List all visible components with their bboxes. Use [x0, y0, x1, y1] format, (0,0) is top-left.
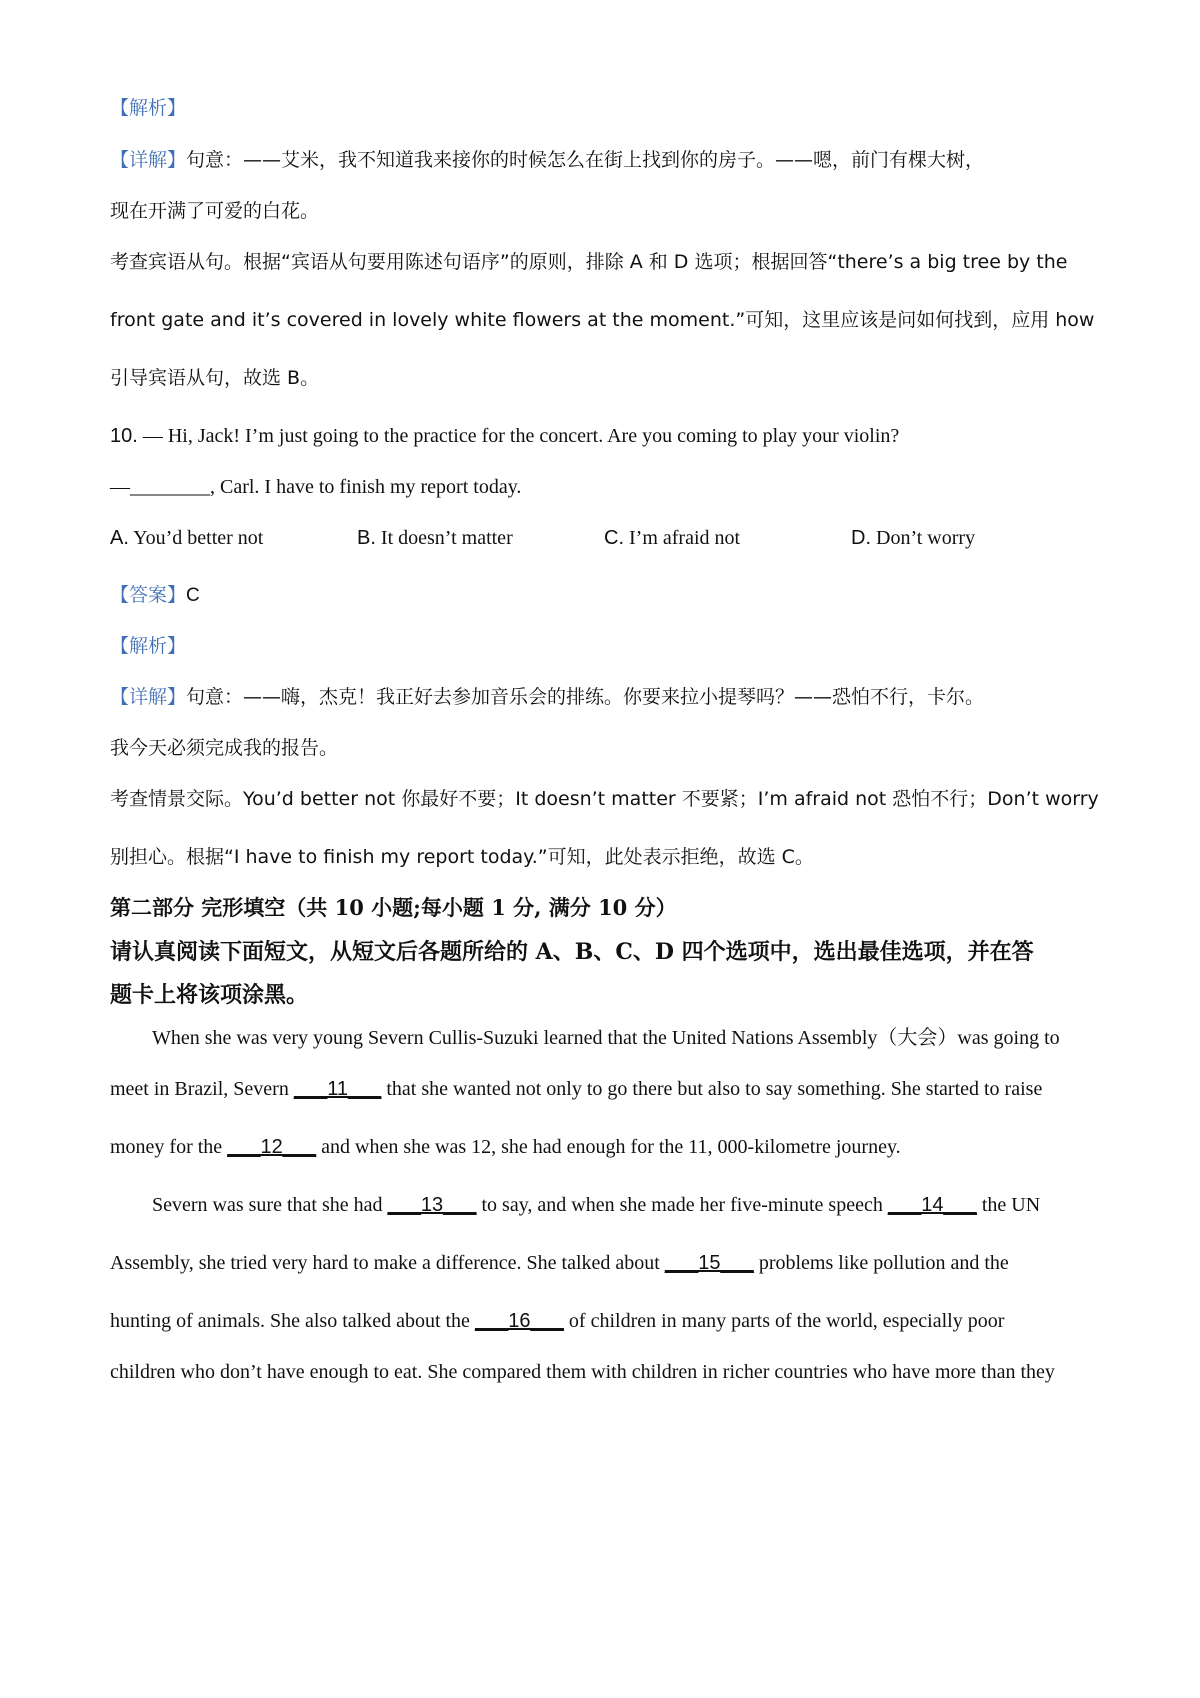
answer-value: C — [186, 585, 200, 606]
analysis-line-1: 考查宾语从句。根据“宾语从句要用陈述句语序”的原则，排除 A 和 D 选项；根据回答“there’s a big tree by the — [110, 251, 1068, 273]
option-text: Don’t worry — [876, 527, 976, 549]
passage-p2-line-4: children who don’t have enough to eat. She compared them with children in richer countries who have more than they — [110, 1361, 1055, 1383]
passage-p1-line-2 — [110, 1076, 1100, 1102]
detail-tag: 【详解】 — [110, 149, 187, 171]
answer-line — [110, 582, 1100, 609]
option-text: It doesn’t matter — [380, 527, 513, 549]
option-c — [604, 525, 740, 551]
option-letter: D. — [851, 527, 871, 549]
question-10-reply: —________, Carl. I have to finish my report today. — [110, 476, 522, 498]
detail-tag-2: 【详解】 — [110, 686, 187, 708]
passage-p1-line-3 — [110, 1134, 1100, 1160]
passage-p2-line-1 — [152, 1192, 1100, 1218]
passage-p2-line-3 — [110, 1308, 1100, 1334]
option-d — [851, 525, 975, 551]
blank-12: ___12___ — [227, 1136, 317, 1158]
part2-title: 第二部分 完形填空（共 10 小题;每小题 1 分, 满分 10 分） — [110, 895, 677, 920]
question-10-stem — [110, 423, 1100, 449]
blank-11: ___11___ — [293, 1078, 382, 1100]
question-number: 10. — [110, 425, 138, 447]
option-letter: B. — [357, 527, 376, 549]
blank-13: ___13___ — [387, 1194, 477, 1216]
jiexi-tag-2: 【解析】 — [110, 635, 187, 657]
answer-tag: 【答案】 — [110, 584, 187, 606]
detail-line-q10-1 — [110, 684, 1100, 710]
passage-p2-line-2 — [110, 1250, 1100, 1276]
option-a — [110, 525, 263, 551]
analysis-q10-line-2: 别担心。根据“I have to finish my report today.”可知，此处表示拒绝，故选 C。 — [110, 846, 814, 868]
detail-line-1 — [110, 147, 1100, 173]
passage-text: Assembly, she tried very hard to make a difference. She talked about — [110, 1252, 665, 1274]
jiexi-tag: 【解析】 — [110, 97, 187, 119]
option-text: I’m afraid not — [629, 527, 741, 549]
option-letter: C. — [604, 527, 624, 549]
passage-text: the UN — [976, 1194, 1041, 1216]
part2-instruction-2: 题卡上将该项涂黑。 — [110, 982, 309, 1008]
analysis-q10-line-1: 考查情景交际。You’d better not 你最好不要；It doesn’t matter 不要紧；I’m afraid not 恐怕不行；Don’t worry — [110, 788, 1099, 810]
analysis-line-2: front gate and it’s covered in lovely white flowers at the moment.”可知，这里应该是问如何找到，应用 how — [110, 309, 1095, 331]
passage-text: money for the — [110, 1136, 228, 1158]
passage-text: of children in many parts of the world, especially poor — [563, 1310, 1005, 1332]
detail-text: 句意：——艾米，我不知道我来接你的时候怎么在街上找到你的房子。——嗯，前门有棵大树， — [186, 149, 985, 171]
question-stem-text: — Hi, Jack! I’m just going to the practice for the concert. Are you coming to play your violin? — [142, 425, 900, 447]
passage-text: to say, and when she made her five-minute speech — [476, 1194, 888, 1216]
passage-text: problems like pollution and the — [753, 1252, 1009, 1274]
detail-line-2: 现在开满了可爱的白花。 — [110, 200, 320, 222]
passage-text: that she wanted not only to go there but also to say something. She started to raise — [381, 1078, 1043, 1100]
passage-text: and when she was 12, she had enough for the 11, 000-kilometre journey. — [316, 1136, 901, 1158]
option-letter: A. — [110, 527, 129, 549]
detail-line-q10-2: 我今天必须完成我的报告。 — [110, 737, 339, 759]
analysis-line-3: 引导宾语从句，故选 B。 — [110, 367, 320, 389]
passage-text: Severn was sure that she had — [152, 1194, 388, 1216]
passage-text: hunting of animals. She also talked about the — [110, 1310, 475, 1332]
passage-p1-line-1: When she was very young Severn Cullis-Suzuki learned that the United Nations Assembly（大会）was going to — [152, 1027, 1060, 1049]
blank-15: ___15___ — [664, 1252, 754, 1274]
blank-14: ___14___ — [887, 1194, 977, 1216]
blank-16: ___16___ — [474, 1310, 564, 1332]
detail-text-2: 句意：——嗨，杰克！我正好去参加音乐会的排练。你要来拉小提琴吗？——恐怕不行，卡尔。 — [186, 686, 985, 708]
option-text: You’d better not — [133, 527, 264, 549]
passage-text: meet in Brazil, Severn — [110, 1078, 294, 1100]
part2-instruction-1: 请认真阅读下面短文，从短文后各题所给的 A、B、C、D 四个选项中，选出最佳选项，并在答 — [110, 939, 1034, 965]
option-b — [357, 525, 513, 551]
